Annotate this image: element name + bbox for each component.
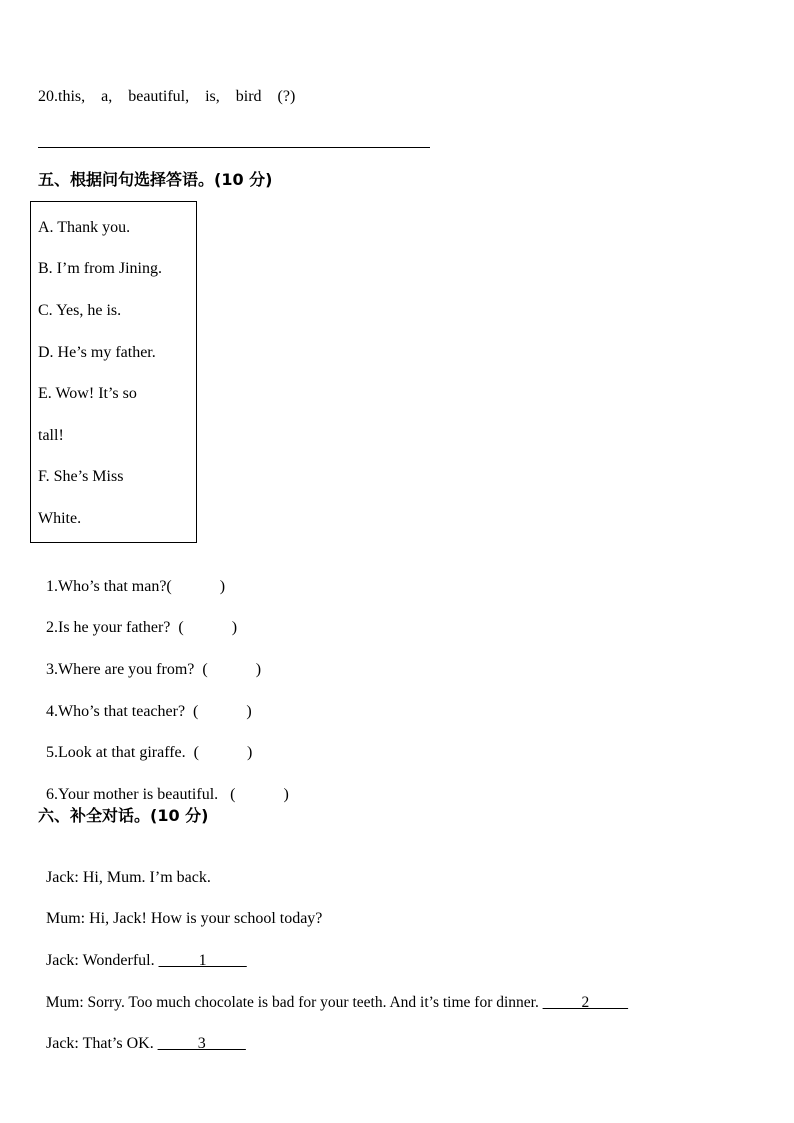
- answer-parentheses[interactable]: ( ): [185, 703, 252, 720]
- options-box: [30, 201, 197, 543]
- option-e-line2: tall!: [38, 427, 64, 444]
- option-d: D. He’s my father.: [38, 344, 156, 361]
- dialogue-text: Jack: Hi, Mum. I’m back.: [46, 869, 211, 886]
- blank-3[interactable]: _____3_____: [157, 1035, 246, 1052]
- question-20: 20.this, a, beautiful, is, bird (?): [38, 88, 296, 105]
- answer-parentheses[interactable]: ( ): [218, 786, 289, 803]
- question-text: 4.Who’s that teacher?: [46, 703, 186, 720]
- dialogue-line-1: [38, 848, 211, 888]
- answer-line: [38, 147, 430, 148]
- answer-parentheses[interactable]: ( ): [185, 744, 253, 761]
- option-a: A. Thank you.: [38, 219, 131, 236]
- blank-1[interactable]: _____1_____: [158, 952, 247, 969]
- dialogue-line-3: [38, 931, 247, 971]
- answer-parentheses[interactable]: ( ): [166, 578, 226, 595]
- option-f-line1: F. She’s Miss: [38, 468, 124, 485]
- question-text: 6.Your mother is beautiful.: [46, 786, 219, 803]
- question-text: 1.Who’s that man?: [46, 578, 167, 595]
- question-text: 2.Is he your father?: [46, 619, 171, 636]
- dialogue-text: Mum: Hi, Jack! How is your school today?: [46, 910, 323, 927]
- question-text: 3.Where are you from?: [46, 661, 195, 678]
- dialogue-line-5: [38, 1014, 246, 1054]
- question-5: [38, 723, 252, 763]
- question-3: [38, 640, 261, 680]
- blank-2[interactable]: _____2_____: [542, 994, 628, 1011]
- option-e-line1: E. Wow! It’s so: [38, 385, 137, 402]
- question-text: 5.Look at that giraffe.: [46, 744, 186, 761]
- section-5-heading: 五、根据问句选择答语。(10 分): [38, 170, 273, 189]
- question-2: [38, 598, 237, 638]
- section-6-heading: 六、补全对话。(10 分): [38, 806, 209, 825]
- question-6: [38, 765, 289, 805]
- question-4: [38, 682, 252, 722]
- dialogue-text: Mum: Sorry. Too much chocolate is bad for your teeth. And it’s time for dinner.: [45, 994, 543, 1011]
- dialogue-text: Jack: That’s OK.: [46, 1035, 158, 1052]
- dialogue-text: Jack: Wonderful.: [46, 952, 159, 969]
- dialogue-line-2: [38, 889, 322, 929]
- option-c: C. Yes, he is.: [38, 302, 122, 319]
- option-f-line2: White.: [38, 510, 82, 527]
- dialogue-line-4: [38, 973, 628, 1013]
- question-1: [38, 557, 225, 597]
- answer-parentheses[interactable]: ( ): [170, 619, 238, 636]
- option-b: B. I’m from Jining.: [38, 260, 162, 277]
- answer-parentheses[interactable]: ( ): [194, 661, 262, 678]
